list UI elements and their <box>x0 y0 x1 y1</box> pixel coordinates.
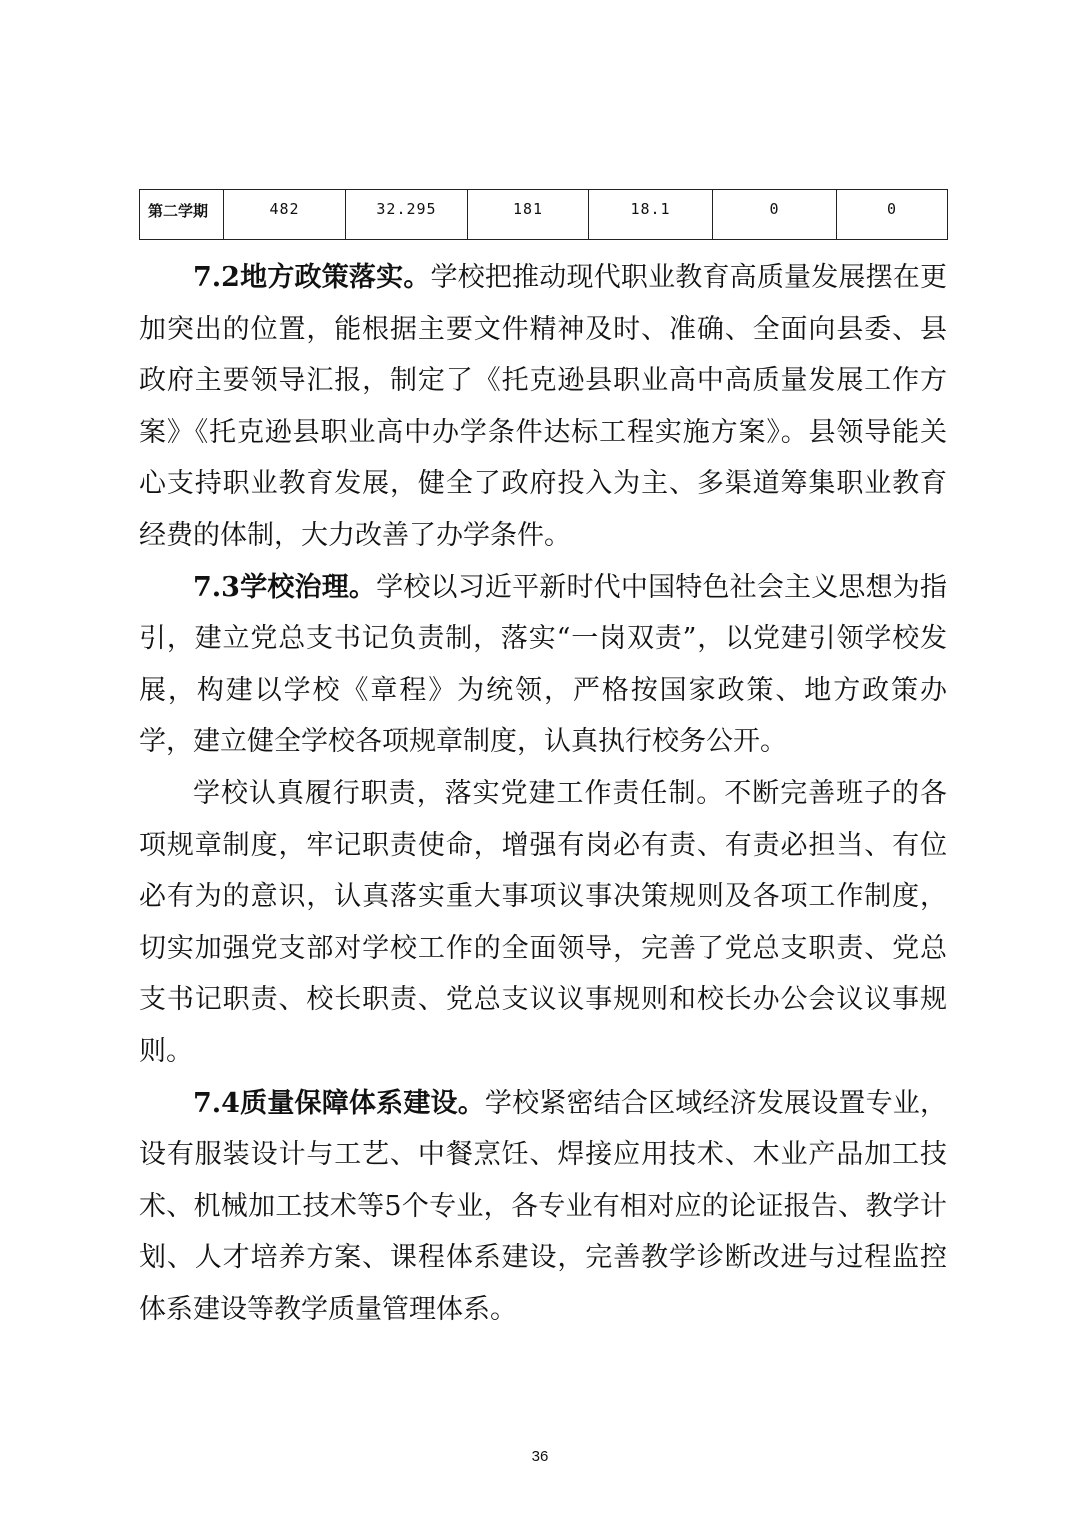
paragraph-school-governance <box>139 562 947 768</box>
semester-stats-table <box>139 189 948 240</box>
section-heading: 7.2地方政策落实。 <box>193 262 431 293</box>
paragraph-local-policy <box>139 252 947 562</box>
paragraph-party-responsibility <box>139 768 947 1078</box>
paragraph-quality-assurance <box>139 1078 947 1336</box>
section-heading: 7.3学校治理。 <box>193 571 377 603</box>
table-cell: 482 <box>224 190 346 240</box>
paragraph-text: 学校紧密结合区域经济发展设置专业，设有服装设计与工艺、中餐烹饪、焊接应用技术、木业产品加工技术、机械加工技术等5个专业，各专业有相对应的论证报告、教学计划、人才培养方案、课程体系建设，完善教学诊断改进与过程监控体系建设等教学质量管理体系。 <box>139 1087 947 1325</box>
data-table-container <box>139 189 947 240</box>
paragraph-text: 学校把推动现代职业教育高质量发展摆在更加突出的位置，能根据主要文件精神及时、准确、全面向县委、县政府主要领导汇报，制定了《托克逊县职业高中高质量发展工作方案》《托克逊县职业高中办学条件达标工程实施方案》。县领导能关心支持职业教育发展，健全了政府投入为主、多渠道筹集职业教育经费的体制，大力改善了办学条件。 <box>139 262 948 551</box>
row-label: 第二学期 <box>140 190 224 240</box>
page-number: 36 <box>531 1448 549 1465</box>
table-row <box>140 190 948 240</box>
document-body <box>139 252 947 1335</box>
table-cell: 181 <box>468 190 589 240</box>
table-cell: 32.295 <box>346 190 468 240</box>
section-heading: 7.4质量保障体系建设。 <box>193 1087 485 1119</box>
paragraph-text: 学校认真履行职责，落实党建工作责任制。不断完善班子的各项规章制度，牢记职责使命，增强有岗必有责、有责必担当、有位必有为的意识，认真落实重大事项议事决策规则及各项工作制度，切实加强党支部对学校工作的全面领导，完善了党总支职责、党总支书记职责、校长职责、党总支议议事规则和校长办公会议议事规则。 <box>139 777 947 1067</box>
table-cell: 18.1 <box>589 190 713 240</box>
table-cell: 0 <box>837 190 948 240</box>
paragraph-text: 学校以习近平新时代中国特色社会主义思想为指引，建立党总支书记负责制，落实“一岗双责”，以党建引领学校发展，构建以学校《章程》为统领，严格按国家政策、地方政策办学，建立健全学校各项规章制度，认真执行校务公开。 <box>139 571 947 758</box>
table-cell: 0 <box>713 190 837 240</box>
